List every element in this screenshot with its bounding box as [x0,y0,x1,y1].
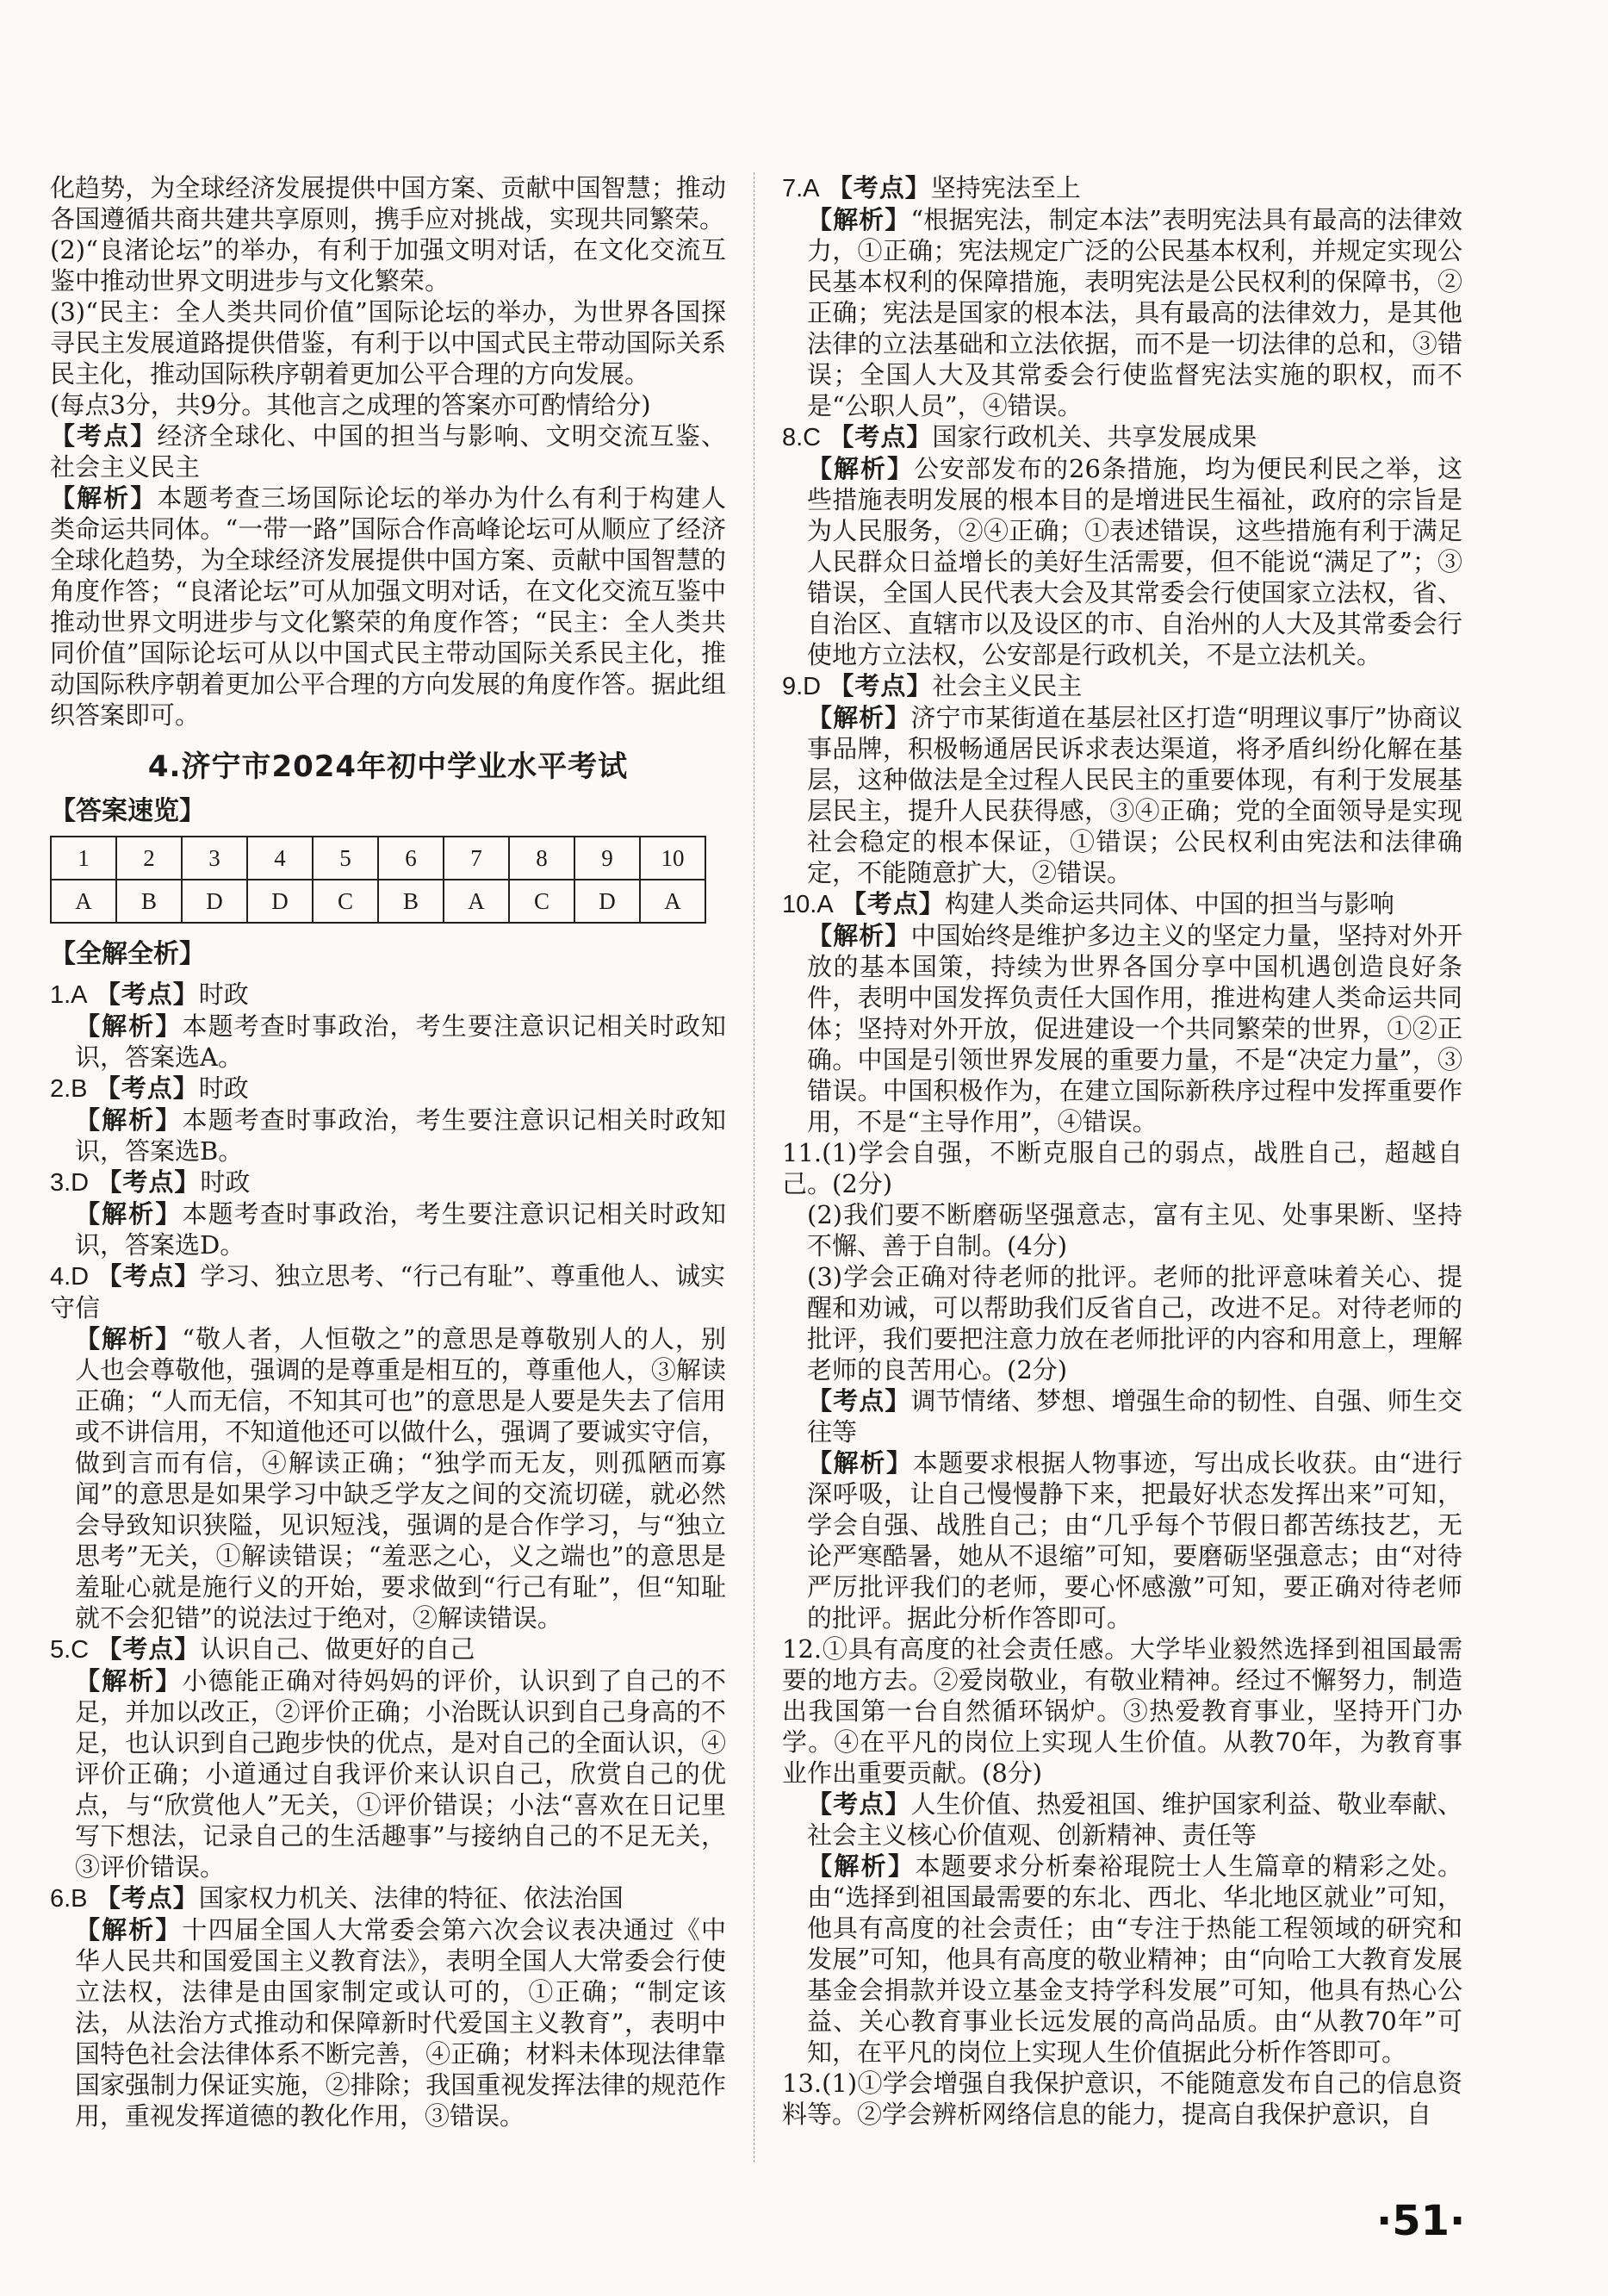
q11-line: 11.(1)学会自强，不断克服自己的弱点，战胜自己，超越自己。(2分) [782,1138,1462,1198]
jiexi-text: 本题考查三场国际论坛的举办为什么有利于构建人类命运共同体。“一带一路”国际合作高峰论坛可从顺应了经济全球化趋势，为全球经济发展提供中国方案、贡献中国智慧的角度作答；“良渚论坛”可从加强文明对话，在文化交流互鉴中推动世界文明进步与文化繁荣的角度作答；“民主：全人类共同价值”国际论坛可从以中国式民主带动国际关系民主化，推动国际秩序朝着更加公平合理的方向发展的角度作答。据此组织答案即可。 [50,483,726,730]
item-number: 6.B [50,1885,88,1913]
table-cell: C [509,880,574,923]
jiexi-text: 小德能正确对待妈妈的评价，认识到了自己的不足，并加以改正，②评价正确；小治既认识到自己身高的不足，也认识到自己跑步快的优点，是对自己的全面认识，④评价正确；小道通过自我评价来认识自己，欣赏自己的优点，与“欣赏他人”无关，①评价错误；小法“喜欢在日记里写下想法，记录自己的生活趣事”与接纳自己的不足无关，③评价错误。 [75,1666,726,1882]
table-cell: D [247,880,313,923]
item-head [50,1882,726,1914]
kaodian-tag: 【考点】 [50,421,158,451]
q11-line: (3)学会正确对待老师的批评。老师的批评意味着关心、提醒和劝诫，可以帮助我们反省自己，改进不足。对待老师的批评，我们要把注意力放在老师批评的内容和用意上，理解老师的良苦用心。(2分) [807,1262,1462,1384]
kaodian-text: 经济全球化、中国的担当与影响、文明交流互鉴、社会主义民主 [50,421,726,482]
item-head [782,172,1462,204]
kaodian-text: 社会主义民主 [932,671,1083,700]
kaodian-tag: 【考点】 [807,1386,911,1416]
item-head [782,670,1462,702]
item-head [50,1167,726,1198]
item-number: 9.D [782,673,822,700]
jiexi-tag: 【解析】 [75,1199,183,1229]
item-number: 2.B [50,1075,88,1103]
item-head [50,1633,726,1665]
jiexi-para [50,1323,726,1633]
answer-overview-title: 【答案速览】 [50,796,205,826]
item-number: 3.D [50,1169,90,1197]
item-head [50,979,726,1011]
section-title: 4.济宁市2024年初中学业水平考试 [147,750,629,784]
kaodian-text: 认识自己、做更好的自己 [200,1634,475,1664]
q13-text: 13.(1)①学会增强自我保护意识，不能随意发布自己的信息资料等。②学会辨析网络信息的能力，提高自我保护意识，自 [782,2069,1462,2129]
jiexi-para [50,1104,726,1167]
table-cell: D [182,880,247,923]
kaodian-text: 国家行政机关、共享发展成果 [932,422,1257,451]
table-cell: 1 [51,837,116,880]
table-cell: A [51,880,116,923]
jiexi-tag: 【解析】 [75,1105,183,1135]
jiexi-para [50,1665,726,1882]
answer-item-11 [782,1137,1462,1633]
jiexi-text: 本题考查时事政治，考生要注意识记相关时政知识，答案选B。 [75,1105,726,1166]
kaodian-text: 国家权力机关、法律的特征、依法治国 [198,1883,624,1913]
item-head [782,421,1462,453]
answer-item [782,172,1462,421]
answer-item [50,1633,726,1882]
item-number: 1.A [50,981,88,1009]
page-number: ·51· [1376,2197,1466,2245]
table-cell: A [444,880,509,923]
jiexi-tag: 【解析】 [807,1851,916,1881]
jiexi-tag: 【解析】 [807,703,911,732]
table-cell: 3 [182,837,247,880]
kaodian-tag: 【考点】 [96,1261,201,1291]
table-cell: 8 [509,837,574,880]
table-cell: 10 [640,837,705,880]
answer-item-12 [782,1633,1462,2068]
left-column [50,172,726,2131]
kaodian-para [50,420,726,482]
jiexi-tag: 【解析】 [75,1324,183,1353]
item-head [50,1073,726,1104]
jiexi-para [50,1914,726,2131]
right-column [782,172,1462,2130]
kaodian-tag: 【考点】 [807,1789,911,1819]
jiexi-tag: 【解析】 [807,205,911,234]
kaodian-tag: 【考点】 [95,980,199,1009]
answer-item [782,670,1462,888]
kaodian-tag: 【考点】 [95,1883,199,1913]
jiexi-tag: 【解析】 [75,1011,183,1041]
jiexi-para [782,1447,1462,1633]
answer-table-number-row [51,837,705,880]
kaodian-tag: 【考点】 [95,1073,199,1103]
full-analysis-title: 【全解全析】 [50,939,205,969]
intro-para: (3)“民主：全人类共同价值”国际论坛的举办，为世界各国探寻民主发展道路提供借鉴，有利于以中国式民主带动国际关系民主化，推动国际秩序朝着更加公平合理的方向发展。 [50,297,726,389]
column-divider [754,172,755,2162]
jiexi-para [782,204,1462,421]
jiexi-text: “根据宪法，制定本法”表明宪法具有最高的法律效力，①正确；宪法规定广泛的公民基本权利，并规定实现公民基本权利的保障措施，表明宪法是公民权利的保障书，②正确；宪法是国家的根本法，具有最高的法律效力，是其他法律的立法基础和立法依据，而不是一切法律的总和，③错误；全国人大及其常委会行使监督宪法实施的职权，而不是“公职人员”，④错误。 [807,205,1462,420]
table-cell: B [378,880,444,923]
jiexi-text: 中国始终是维护多边主义的坚定力量，坚持对外开放的基本国策，持续为世界各国分享中国机遇创造良好条件，表明中国发挥负责任大国作用，推进构建人类命运共同体；坚持对外开放，促进建设一个共同繁荣的世界，①②正确。中国是引领世界发展的重要力量，不是“决定力量”，③错误。中国积极作为，在建立国际新秩序过程中发挥重要作用，不是“主导作用”，④错误。 [807,921,1462,1136]
jiexi-tag: 【解析】 [75,1915,183,1944]
kaodian-text: 时政 [198,1073,249,1103]
kaodian-text: 人生价值、热爱祖国、维护国家利益、敬业奉献、社会主义核心价值观、创新精神、责任等 [807,1789,1462,1850]
jiexi-text: 本题考查时事政治，考生要注意识记相关时政知识，答案选A。 [75,1011,726,1072]
jiexi-tag: 【解析】 [807,1448,913,1478]
kaodian-tag: 【考点】 [827,173,931,202]
kaodian-tag: 【考点】 [96,1634,201,1664]
table-cell: 6 [378,837,444,880]
table-cell: 4 [247,837,313,880]
kaodian-text: 坚持宪法至上 [930,173,1081,202]
jiexi-tag: 【解析】 [75,1666,183,1696]
answer-item-13 [782,2068,1462,2130]
jiexi-text: “敬人者，人恒敬之”的意思是尊敬别人的人，别人也会尊敬他，强调的是尊重是相互的，尊重他人，③解读正确；“人而无信，不知其可也”的意思是人要是失去了信用或不讲信用，不知道他还可以做什么，强调了要诚实守信，做到言而有信，④解读正确；“独学而无友，则孤陋而寡闻”的意思是如果学习中缺乏学友之间的交流切磋，就必然会导致知识狭隘，见识短浅，强调的是合作学习，与“独立思考”无关，①解读错误；“羞恶之心，义之端也”的意思是羞耻心就是施行义的开始，要求做到“行己有耻”，但“知耻就不会犯错”的说法过于绝对，②解读错误。 [75,1324,726,1633]
answer-item [50,979,726,1073]
answer-item [50,1073,726,1167]
jiexi-para [50,1011,726,1073]
table-cell: 7 [444,837,509,880]
answer-table [50,836,706,924]
table-cell: A [640,880,705,923]
answer-item [50,1260,726,1633]
jiexi-text: 十四届全国人大常委会第六次会议表决通过《中华人民共和国爱国主义教育法》，表明全国人大常委会行使立法权，法律是由国家制定或认可的，①正确；“制定该法，从法治方式推动和保障新时代爱国主义教育”，表明中国特色社会法律体系不断完善，④正确；材料未体现法律靠国家强制力保证实施，②排除；我国重视发挥法律的规范作用，重视发挥道德的教化作用，③错误。 [75,1915,726,2131]
jiexi-para [782,1851,1462,2068]
item-number: 5.C [50,1636,90,1664]
intro-para: 化趋势，为全球经济发展提供中国方案、贡献中国智慧；推动各国遵循共商共建共享原则，携手应对挑战，实现共同繁荣。 [50,173,726,233]
jiexi-para [50,1198,726,1260]
kaodian-text: 调节情绪、梦想、增强生命的韧性、自强、师生交往等 [807,1386,1462,1447]
kaodian-para [782,1789,1462,1851]
kaodian-para [782,1385,1462,1447]
kaodian-text: 时政 [200,1167,251,1197]
intro-para: (每点3分，共9分。其他言之成理的答案亦可酌情给分) [50,390,651,420]
item-head [50,1260,726,1323]
kaodian-tag: 【考点】 [829,422,933,451]
jiexi-text: 公安部发布的26条措施，均为便民利民之举，这些措施表明发展的根本目的是增进民生福祉，政府的宗旨是为人民服务，②④正确；①表述错误，这些措施有利于满足人民群众日益增长的美好生活需要，但不能说“满足了”；③错误，全国人民代表大会及其常委会行使国家立法权，省、自治区、直辖市以及设区的市、自治州的人大及其常委会行使地方立法权，公安部是行政机关，不是立法机关。 [807,454,1462,669]
jiexi-tag: 【解析】 [50,483,158,513]
kaodian-tag: 【考点】 [96,1167,201,1197]
kaodian-tag: 【考点】 [841,889,945,918]
kaodian-text: 时政 [198,980,249,1009]
item-number: 7.A [782,175,820,202]
jiexi-text: 本题考查时事政治，考生要注意识记相关时政知识，答案选D。 [75,1199,726,1260]
kaodian-tag: 【考点】 [829,671,933,700]
q12-text: 12.①具有高度的社会责任感。大学毕业毅然选择到祖国最需要的地方去。②爱岗敬业，有敬业精神。经过不懈努力，制造出我国第一台自然循环锅炉。③热爱教育事业，坚持开门办学。④在平凡的岗位上实现人生价值。从教70年，为教育事业作出重要贡献。(8分) [782,1634,1462,1788]
jiexi-para [782,453,1462,670]
table-cell: D [574,880,640,923]
jiexi-text: 本题要求分析秦裕琨院士人生篇章的精彩之处。由“选择到祖国最需要的东北、西北、华北地区就业”可知，他具有高度的社会责任；由“专注于热能工程领域的研究和发展”可知，他具有高度的敬业精神；由“向哈工大教育发展基金会捐款并设立基金支持学科发展”可知，他具有热心公益、关心教育事业长远发展的高尚品质。由“从教70年”可知，在平凡的岗位上实现人生价值据此分析作答即可。 [807,1851,1462,2067]
kaodian-text: 学习、独立思考、“行己有耻”、尊重他人、诚实守信 [50,1261,726,1322]
jiexi-para [782,920,1462,1137]
jiexi-tag: 【解析】 [807,921,911,950]
intro-para: (2)“良渚论坛”的举办，有利于加强文明对话，在文化交流互鉴中推动世界文明进步与文化繁荣。 [50,235,726,296]
item-number: 4.D [50,1263,90,1291]
answer-item [50,1882,726,2131]
jiexi-text: 济宁市某街道在基层社区打造“明理议事厅”协商议事品牌，积极畅通居民诉求表达渠道，将矛盾纠纷化解在基层，这种做法是全过程人民民主的重要体现，有利于发展基层民主，提升人民获得感，③④正确；党的全面领导是实现社会稳定的根本保证，①错误；公民权利由宪法和法律确定，不能随意扩大，②错误。 [807,703,1462,887]
table-cell: 5 [313,837,378,880]
table-cell: 2 [116,837,182,880]
q11-line: (2)我们要不断磨砺坚强意志，富有主见、处事果断、坚持不懈、善于自制。(4分) [807,1200,1462,1260]
jiexi-para [50,482,726,731]
jiexi-text: 本题要求根据人物事迹，写出成长收获。由“进行深呼吸，让自己慢慢静下来，把最好状态发挥出来”可知，学会自强、战胜自己；由“几乎每个节假日都苦练技艺，无论严寒酷暑，她从不退缩”可知，要磨砺坚强意志；由“对待严厉批评我们的老师，要心怀感激”可知，要正确对待老师的批评。据此分析作答即可。 [807,1448,1462,1633]
item-head [782,888,1462,920]
kaodian-text: 构建人类命运共同体、中国的担当与影响 [944,889,1394,918]
answer-item [782,888,1462,1137]
answer-item [782,421,1462,670]
jiexi-tag: 【解析】 [807,454,915,483]
item-number: 10.A [782,891,834,918]
table-cell: 9 [574,837,640,880]
item-number: 8.C [782,424,822,451]
jiexi-para [782,702,1462,888]
answer-item [50,1167,726,1260]
table-cell: C [313,880,378,923]
answer-table-answer-row [51,880,705,923]
table-cell: B [116,880,182,923]
